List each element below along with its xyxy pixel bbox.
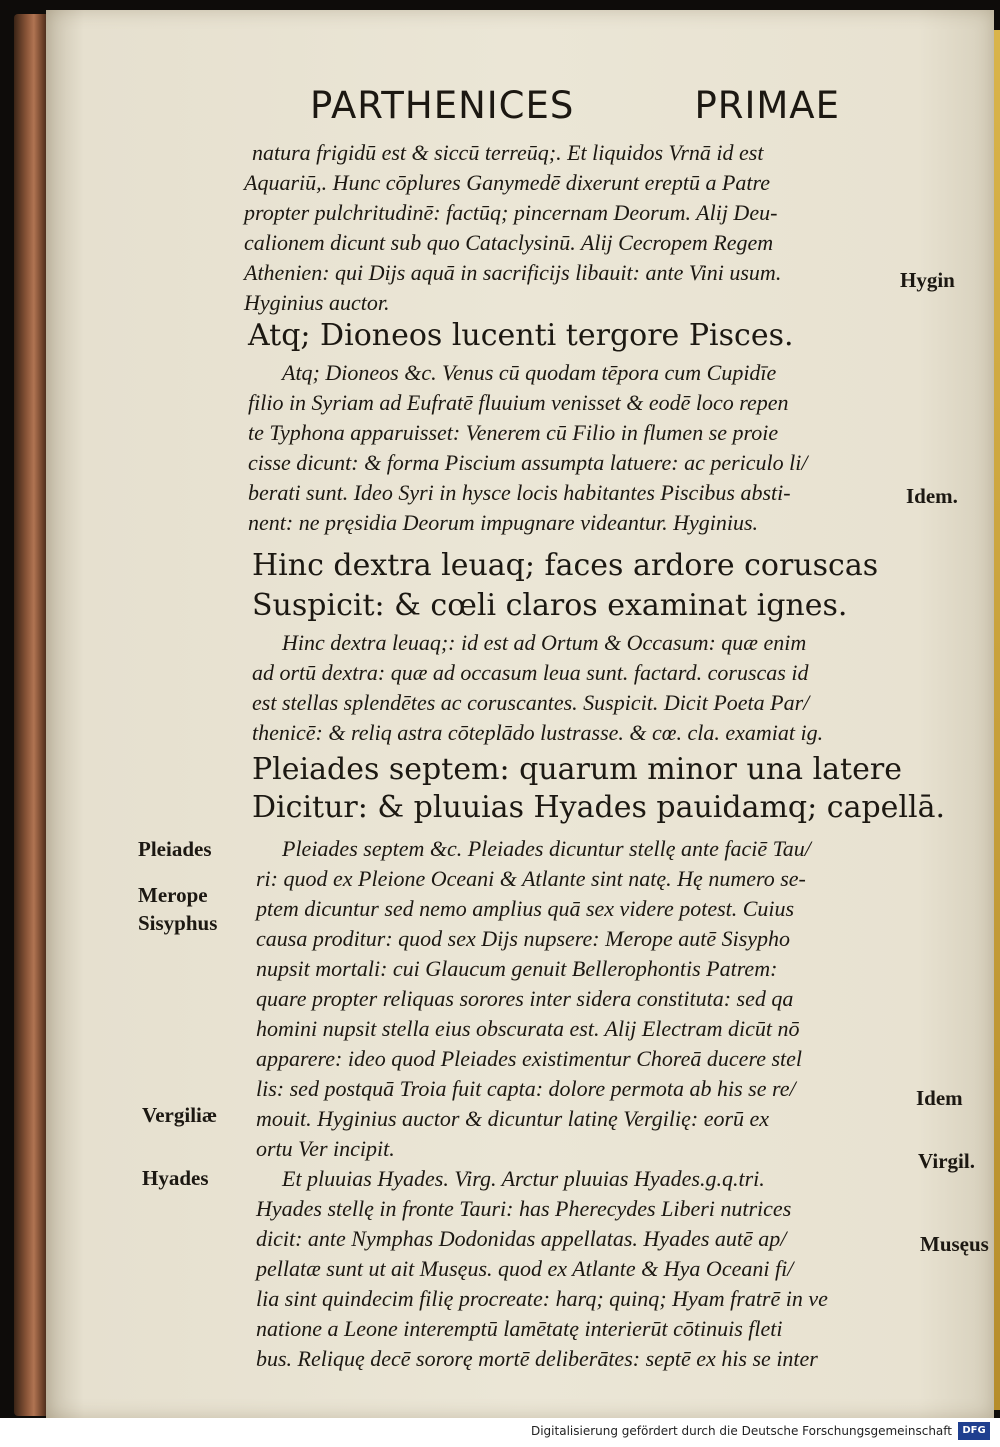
margin-note-right: Virgil. (918, 1149, 975, 1173)
text-line: natura frigidū est & siccū terreūq;. Et liquidos Vrnā id est (252, 140, 764, 165)
text-line: pellatæ sunt ut ait Musęus. quod ex Atlante & Hya Oceani fi/ (256, 1256, 794, 1281)
text-line: homini nupsit stella eius obscurata est. Alij Electram dicūt nō (256, 1016, 800, 1041)
text-line: ortu Ver incipit. (256, 1136, 395, 1161)
text-line: Atq; Dioneos &c. Venus cū quodam tēpora cum Cupidīe (282, 360, 777, 385)
text-line: filio in Syriam ad Eufratē fluuium venisset & eodē loco repen (248, 390, 789, 415)
text-line: Hyades stellę in fronte Tauri: has Pherecydes Liberi nutrices (256, 1196, 792, 1221)
text-line: propter pulchritudinē: factūq; pincernam Deorum. Alij Deu- (244, 200, 778, 225)
header-right: PRIMAE (694, 83, 840, 127)
text-line: Aquariū,. Hunc cōplures Ganymedē dixerunt ereptū a Patre (244, 170, 771, 195)
margin-note-right: Musęus (920, 1232, 989, 1256)
text-line: mouit. Hyginius auctor & dicuntur latinę Vergilię: eorū ex (256, 1106, 770, 1131)
text-line: Et pluuias Hyades. Virg. Arctur pluuias Hyades.g.q.tri. (282, 1166, 765, 1191)
verse-line: Suspicit: & cœli claros examinat ignes. (252, 588, 848, 623)
dfg-logo: DFG (958, 1422, 990, 1440)
margin-note-right: Idem. (906, 484, 958, 508)
footer-bar (0, 1418, 1000, 1447)
margin-note-left: Hyades (142, 1166, 209, 1190)
text-line: lis: sed postquā Troia fuit capta: dolore permota ab his se re/ (256, 1076, 796, 1101)
verse-line: Hinc dextra leuaq; faces ardore coruscas (252, 548, 879, 583)
header-left: PARTHENICES (310, 83, 575, 127)
text-line: bus. Reliquę decē sororę mortē deliberātes: septē ex his se inter (256, 1346, 818, 1371)
text-line: Pleiades septem &c. Pleiades dicuntur stellę ante faciē Tau/ (282, 836, 811, 861)
verse-line: Dicitur: & pluuias Hyades pauidamq; capellā. (252, 790, 946, 825)
text-line: Hyginius auctor. (244, 290, 390, 315)
text-line: nent: ne pręsidia Deorum impugnare videantur. Hyginius. (248, 510, 759, 535)
margin-note-left: Vergiliæ (142, 1103, 218, 1127)
margin-note-right: Idem (916, 1086, 963, 1110)
running-header (310, 80, 840, 130)
text-line: apparere: ideo quod Pleiades existimentur Choreā ducere stel (256, 1046, 803, 1071)
text-line: calionem dicunt sub quo Cataclysinū. Alij Cecropem Regem (244, 230, 774, 255)
text-line: natione a Leone interemptū lamētatę interierūt cōtinuis fleti (256, 1316, 783, 1341)
text-line: cisse dicunt: & forma Piscium assumpta latuere: ac periculo li/ (248, 450, 808, 475)
margin-note-left: Pleiades (138, 837, 212, 861)
text-line: lia sint quindecim filię procreate: harq; quinq; Hyam fratrē in ve (256, 1286, 828, 1311)
verse-line: Pleiades septem: quarum minor una latere (252, 752, 902, 787)
text-line: nupsit mortali: cui Glaucum genuit Bellerophontis Patrem: (256, 956, 778, 981)
text-line: dicit: ante Nymphas Dodonidas appellatas. Hyades autē ap/ (256, 1226, 787, 1251)
text-line: ri: quod ex Pleione Oceani & Atlante sint natę. Hę numero se- (256, 866, 806, 891)
text-line: est stellas splendētes ac coruscantes. Suspicit. Dicit Poeta Par/ (252, 690, 810, 715)
text-line: ad ortū dextra: quæ ad occasum leua sunt. factard. coruscas id (252, 660, 809, 685)
text-line: berati sunt. Ideo Syri in hysce locis habitantes Piscibus absti- (248, 480, 791, 505)
margin-note-left: Sisyphus (138, 911, 218, 935)
text-line: quare propter reliquas sorores inter sidera constituta: sed qa (256, 986, 794, 1011)
text-line: Hinc dextra leuaq;: id est ad Ortum & Occasum: quæ enim (282, 630, 807, 655)
text-line: Athenien: qui Dijs aquā in sacrificijs libauit: ante Vini usum. (244, 260, 782, 285)
text-line: te Typhona apparuisset: Venerem cū Filio in flumen se proie (248, 420, 779, 445)
text-line: thenicē: & reliq astra cōteplādo lustrasse. & cœ. cla. examiat ig. (252, 720, 824, 745)
margin-note-left: Merope (138, 883, 208, 907)
book-edge (14, 14, 50, 1416)
text-line: ptem dicuntur sed nemo amplius quā sex videre potest. Cuius (256, 896, 795, 921)
verse-line: Atq; Dioneos lucenti tergore Pisces. (248, 318, 794, 353)
funding-note: Digitalisierung gefördert durch die Deutsche Forschungsgemeinschaft (530, 1424, 952, 1438)
scan-edge (994, 30, 1000, 1410)
text-line: causa proditur: quod sex Dijs nupsere: Merope autē Sisypho (256, 926, 791, 951)
margin-note-right: Hygin (900, 268, 955, 292)
